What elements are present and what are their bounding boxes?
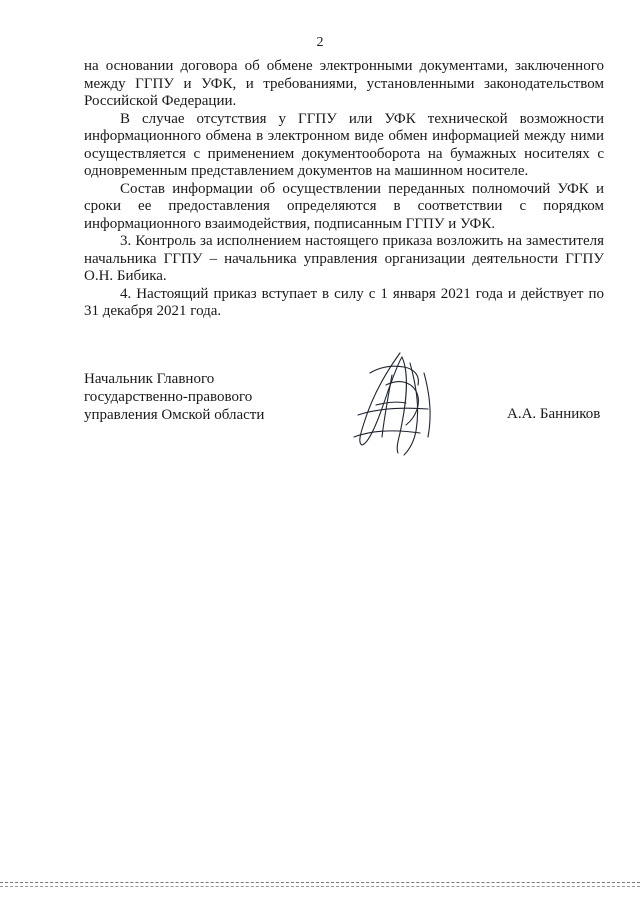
handwritten-signature — [340, 345, 450, 460]
paragraph-item-3-control: 3. Контроль за исполнением настоящего приказа возложить на заместителя начальника ГГПУ – начальника управления организации деятельности ГГПУ О.Н. Бибика. — [84, 233, 604, 284]
paragraph-information-composition: Состав информации об осуществлении переданных полномочий УФК и сроки ее предоставления определяются в соответствии с порядком информационного взаимодействия, подписанным ГГПУ и УФК. — [84, 180, 604, 232]
paragraph-item-4-effective-date: 4. Настоящий приказ вступает в силу с 1 января 2021 года и действует по 31 декабря 2021 года. — [84, 285, 604, 319]
page-number: 2 — [316, 35, 324, 50]
signatory-title-line: государственно-правового — [84, 389, 253, 405]
signatory-title-line: управления Омской области — [84, 407, 265, 423]
signatory-name: А.А. Банников — [507, 406, 601, 422]
scan-edge-line — [0, 886, 640, 887]
signatory-title — [84, 370, 284, 424]
document-body — [84, 58, 604, 321]
signatory-title-line: Начальник Главного — [84, 371, 215, 387]
paragraph-no-technical-capability: В случае отсутствия у ГГПУ или УФК технической возможности информационного обмена в электронном виде обмен информацией между ними осуществляется с применением документооборота на бумажных носителях с одновременным представлением документов на машинном носителе. — [84, 110, 604, 179]
paragraph-continuation: на основании договора об обмене электронными документами, заключенного между ГГПУ и УФК, и требованиями, установленными законодательством Российской Федерации. — [84, 58, 604, 109]
scan-edge-line — [0, 882, 640, 883]
